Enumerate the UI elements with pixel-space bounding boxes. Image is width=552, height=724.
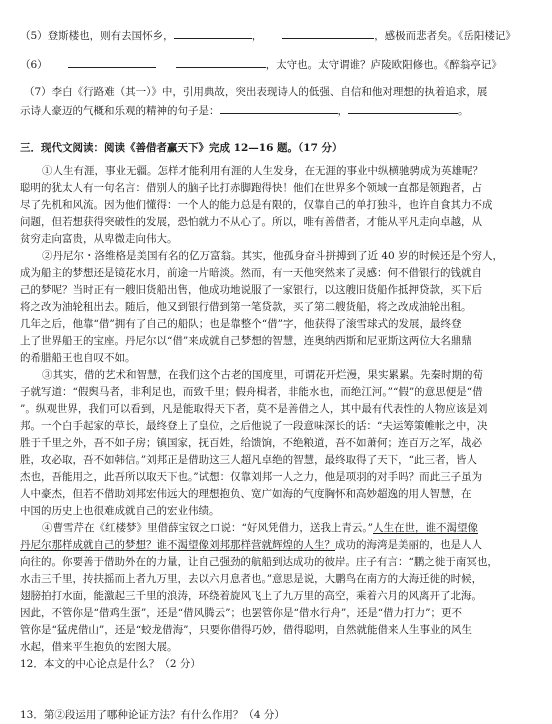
answer-blank[interactable]	[68, 55, 156, 68]
answer-blank[interactable]	[174, 26, 252, 39]
fill-blank-q6: （6） ，太守也。太守谓谁？庐陵欧阳修也。《醉翁亭记》	[20, 55, 534, 72]
underlined-sentence: 人生在世，谁不渴望像	[373, 522, 478, 534]
answer-blank[interactable]	[348, 101, 458, 114]
fill-blank-q7: （7）李白《行路难（其一）》中，引用典故，突出表现诗人的低强、自信和他对理想的执着追求，展	[24, 86, 488, 98]
fill-blank-q5: （5）登斯楼也，则有去国怀乡， ， ，感极而悲者矣。《岳阳楼记》	[20, 26, 534, 43]
paragraph-2-line: 几年之后，他靠“借”拥有了自己的船队；也是靠整个“借”字，他获得了滚雪球式的发展，最终登	[20, 318, 462, 330]
paragraph-3-line: 中国的历史上也很难成就自己的宏业伟绩。	[20, 505, 220, 517]
paragraph-4-line: 水击三千里，抟扶摇而上者九万里，去以六月息者也。”意思是说，大鹏鸟在南方的大海迁徙的时候，	[20, 573, 483, 585]
paragraph-2-line: 成为船主的梦想还是镜花水月，前途一片暗淡。然而，有一天他突然来了灵感：何不借银行的钱就自	[20, 267, 482, 279]
paragraph-3-line: 人中豪杰，但若不借助刘邦宏伟远大的理想抱负、宽广如海的气度胸怀和高妙超逸的用人智慧，在	[20, 488, 472, 500]
paragraph-2-line: ②丹尼尔・洛维格是美国有名的亿万富翁。其实，他孤身奋斗拼搏到了近 40 岁的时候还是个穷人，	[42, 250, 504, 262]
paragraph-1-line: 尽了先机和风流。因为他们懂得：一个人的能力总是有限的，仅靠自己的单打独斗，也许自食其力不成	[20, 199, 493, 211]
paragraph-1-line: 聪明的犹太人有一句名言：借别人的脑子比打赤脚跑得快！他们在世界多个领域一直都是领跑者，占	[20, 182, 482, 194]
paragraph-2-line: 的希腊船王也自叹不如。	[20, 352, 136, 364]
paragraph-3-line: 胜，攻必取，吾不如韩信。”刘邦正是借助这三人超凡卓绝的智慧，最终取得了天下，“此三者，皆人	[20, 454, 477, 466]
paragraph-1-line: ①人生有涯，事业无疆。怎样才能利用有涯的人生发身，在无涯的事业中纵横驰骋成为英雄呢？	[42, 165, 483, 177]
underlined-sentence: 丹尼尔那样成就自己的梦想？谁不渴望像刘邦那样营就辉煌的人生？	[20, 539, 335, 551]
paragraph-4-line: 翅膀拍打水面，能激起三千里的浪涛，环绕着旋风飞上了九万里的高空，乘着六月的风离开了北海。	[20, 590, 482, 602]
answer-blank[interactable]	[176, 55, 266, 68]
paragraph-3-line: 子就写道：“假舆马者，非利足也，而致千里；假舟楫者，非能水也，而绝江河。”“假”的意思便是“借	[20, 386, 483, 398]
section-title: 三．现代文阅读：阅读《善借者赢天下》完成 12—16 题。（17 分）	[20, 142, 343, 154]
paragraph-2-line: 将之改为油轮租出去。随后，他又到银行借到第一笔贷款，买了第二艘货船，将之改成油轮出租。	[20, 301, 472, 313]
paragraph-3-line: ”。纵观世界，我们可以看到，凡是能取得天下者，莫不是善借之人，其中最有代表性的人物应该是刘	[20, 403, 488, 415]
fill-blank-q7-line2: 示诗人豪迈的气概和乐观的精神的句子是： ， 。	[20, 101, 534, 118]
answer-blank[interactable]	[220, 101, 338, 114]
paragraph-1-line: 问题，但若想获得突破性的发展，恐怕就力不从心了。所以，唯有善借者，才能从平凡走向卓越，从	[20, 216, 482, 228]
paragraph-1-line: 贫穷走向富贵，从卑微走向伟大。	[20, 233, 178, 245]
paragraph-4-line: 丹尼尔那样成就自己的梦想？谁不渴望像刘邦那样营就辉煌的人生？成功的海湾是美丽的，也是人人	[20, 539, 482, 551]
paragraph-4-line: 管你是“猛虎借山”，还是“蛟龙借海”，只要你借得巧妙，借得聪明，自然就能借来人生事业的风生	[20, 624, 472, 636]
paragraph-2-line: 己的梦呢？当时正有一艘旧货船出售，他成功地说服了一家银行，以这艘旧货船作抵押贷款，买下后	[20, 284, 482, 296]
paragraph-4-line: 水起，借来平生抱负的宏图大展。	[20, 641, 178, 653]
exam-page	[20, 26, 534, 724]
paragraph-3-line: 胜于千里之外，吾不如子房；镇国家，抚百姓，给馈饷，不绝粮道，吾不如萧何；连百万之军，战必	[20, 437, 482, 449]
paragraph-4-line: ④曹雪芹在《红楼梦》里借薛宝钗之口说：“好风凭借力，送我上青云。”人生在世，谁不渴望像	[42, 522, 478, 534]
question-13: 13．第②段运用了哪种论证方法？有什么作用？（4 分）	[20, 709, 285, 721]
paragraph-3-line: 邦。一个白手起家的草长，最终登上了皇位，之后他说了一段意味深长的话：“夫运筹策帷帐之中，决	[20, 420, 488, 432]
answer-space[interactable]	[20, 673, 534, 707]
answer-blank[interactable]	[282, 26, 374, 39]
paragraph-3-line: ③其实，借的艺术和智慧，在我们这个古老的国度里，可谓花开烂漫，果实累累。先秦时期的荀	[42, 369, 483, 381]
paragraph-4-line: 向往的。你要善于借助外在的力量，让自己强劲的航船到达成功的彼岸。庄子有言：“鹏之徙于南冥也，	[20, 556, 498, 568]
paragraph-3-line: 杰也，吾能用之，此吾所以取天下也。”试想：仅靠刘邦一人之力，他是项羽的对手吗？而此三子虽为	[20, 471, 483, 483]
paragraph-2-line: 上了世界船王的宝座。丹尼尔以“借”来成就自己梦想的智慧，连奥纳西斯和尼亚斯这两位大名鼎鼎	[20, 335, 472, 347]
paragraph-4-line: 因此，不管你是“借鸡生蛋”，还是“借风腾云”；也罢管你是“借水行舟”，还是“借力打力”；更不	[20, 607, 462, 619]
question-12: 12．本文的中心论点是什么？（2 分）	[20, 658, 201, 670]
